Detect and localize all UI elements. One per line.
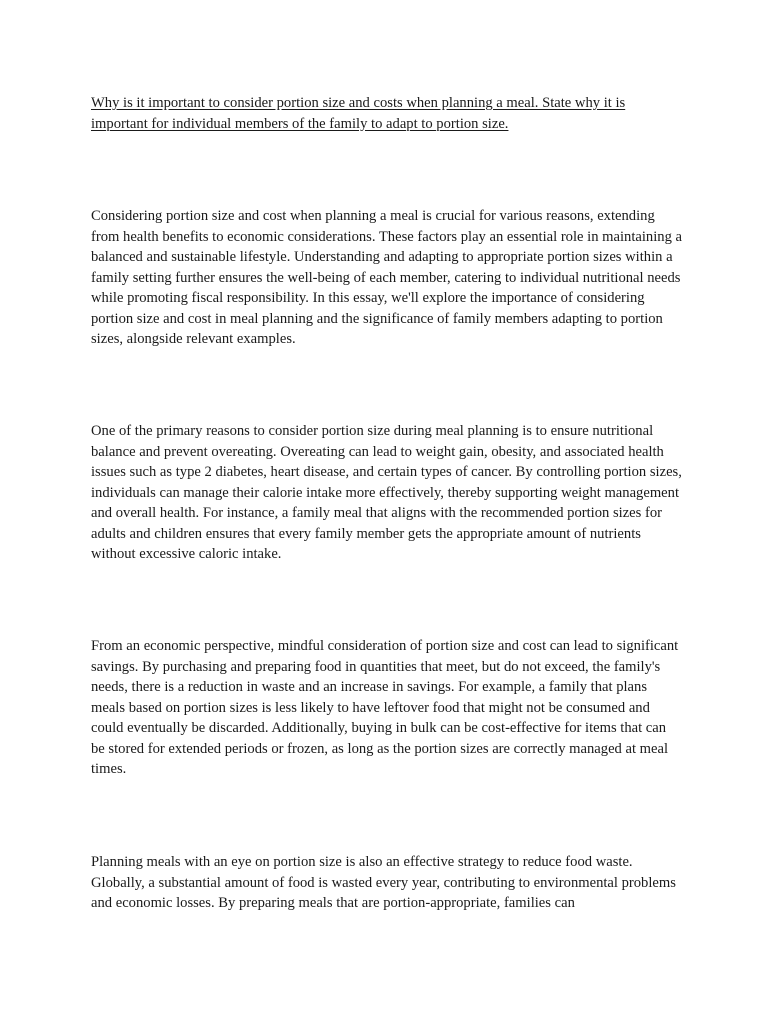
essay-question-heading: Why is it important to consider portion size and costs when planning a meal. State why it is important for individual members of the family to adapt to portion size. [91, 95, 626, 132]
paragraph-food-waste: Planning meals with an eye on portion size is also an effective strategy to reduce food waste. Globally, a substantial amount of food is wasted every year, contributing to environmental problems and economic losses. By preparing meals that are portion-appropriate, families can [91, 854, 676, 911]
paragraph-nutrition: One of the primary reasons to consider portion size during meal planning is to ensure nutritional balance and prevent overeating. Overeating can lead to weight gain, obesity, and associated health issues such as type 2 diabetes, heart disease, and certain types of cancer. By controlling portion sizes, individuals can manage their calorie intake more effectively, thereby supporting weight management and overall health. For instance, a family meal that aligns with the recommended portion sizes for adults and children ensures that every family member gets the appropriate amount of nutrients without excessive caloric intake. [91, 423, 682, 562]
paragraph-introduction: Considering portion size and cost when planning a meal is crucial for various reasons, extending from health benefits to economic considerations. These factors play an essential role in maintaining a balanced and sustainable lifestyle. Understanding and adapting to appropriate portion sizes within a family setting further ensures the well-being of each member, catering to individual nutritional needs while promoting fiscal responsibility. In this essay, we'll explore the importance of considering portion size and cost in meal planning and the significance of family members adapting to portion sizes, alongside relevant examples. [91, 208, 682, 347]
paragraph-economics: From an economic perspective, mindful consideration of portion size and cost can lead to significant savings. By purchasing and preparing food in quantities that meet, but do not exceed, the family's needs, there is a reduction in waste and an increase in savings. For example, a family that plans meals based on portion sizes is less likely to have leftover food that might not be consumed and could eventually be discarded. Additionally, buying in bulk can be cost-effective for items that can be stored for extended periods or frozen, as long as the portion sizes are correctly managed at meal times. [91, 638, 679, 777]
